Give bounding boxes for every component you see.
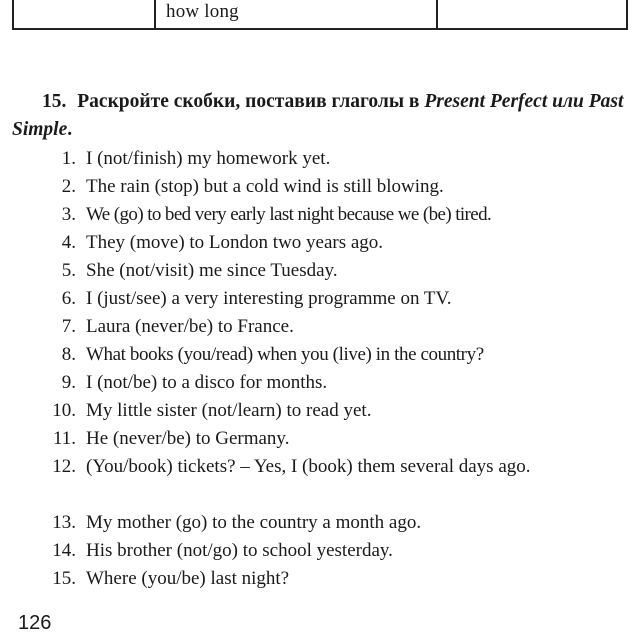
item-number: 9. [61, 372, 76, 393]
item-text: I (not/finish) my homework yet. [86, 148, 331, 169]
item-number: 15. [52, 568, 76, 589]
item-text: She (not/visit) me since Tuesday. [86, 260, 338, 281]
item-text: Laura (never/be) to France. [86, 316, 294, 337]
item-number: 14. [52, 540, 76, 561]
list-item [0, 509, 640, 537]
list-item [0, 369, 640, 397]
item-number: 13. [52, 512, 76, 533]
table-cell-how-long [156, 0, 438, 28]
list-item [0, 425, 640, 453]
item-number: 12. [52, 456, 76, 477]
item-text: What books (you/read) when you (live) in the country? [86, 344, 484, 365]
list-item [0, 565, 640, 593]
instruction-period: . [67, 119, 73, 140]
item-number: 1. [61, 148, 76, 169]
exercise-number: 15. [42, 91, 67, 112]
item-text: They (move) to London two years ago. [86, 232, 384, 253]
list-item [0, 341, 640, 369]
item-text: (You/book) tickets? – Yes, I (book) them several days ago. [86, 456, 531, 477]
list-item [0, 173, 640, 201]
table-cell-text: how long [166, 1, 239, 22]
item-number: 7. [61, 316, 76, 337]
item-text: My little sister (not/learn) to read yet. [86, 400, 372, 421]
instruction-text: Раскройте скобки, поставив глаголы в [77, 91, 420, 112]
instruction-tense-2: Past Simple [12, 91, 624, 140]
list-item [0, 313, 640, 341]
item-number: 11. [52, 428, 76, 449]
item-text: My mother (go) to the country a month ago. [86, 512, 422, 533]
table-cell-empty-left [14, 0, 156, 28]
item-number: 3. [61, 204, 76, 225]
item-text: His brother (not/go) to school yesterday. [86, 540, 393, 561]
item-number: 8. [61, 344, 76, 365]
item-text: Where (you/be) last night? [86, 568, 290, 589]
item-text: We (go) to bed very early last night because we (be) tired. [86, 204, 492, 225]
item-number: 5. [61, 260, 76, 281]
list-item [0, 257, 640, 285]
item-number: 2. [61, 176, 76, 197]
list-item [0, 201, 640, 229]
list-item [0, 145, 640, 173]
instruction-or: или [552, 91, 584, 112]
item-text: I (just/see) a very interesting programme on TV. [86, 288, 452, 309]
list-item [0, 397, 640, 425]
list-item [0, 229, 640, 257]
item-text: I (not/be) to a disco for months. [86, 372, 328, 393]
item-text: The rain (stop) but a cold wind is still blowing. [86, 176, 444, 197]
item-number: 4. [61, 232, 76, 253]
table-fragment [12, 0, 628, 30]
item-text: He (never/be) to Germany. [86, 428, 290, 449]
instruction-tense-1: Present Perfect [424, 91, 548, 112]
list-item [0, 537, 640, 565]
page-number: 126 [18, 612, 52, 634]
exercise-heading [12, 88, 626, 144]
item-number: 10. [52, 400, 76, 421]
list-item [0, 285, 640, 313]
list-item [0, 453, 640, 509]
item-number: 6. [61, 288, 76, 309]
